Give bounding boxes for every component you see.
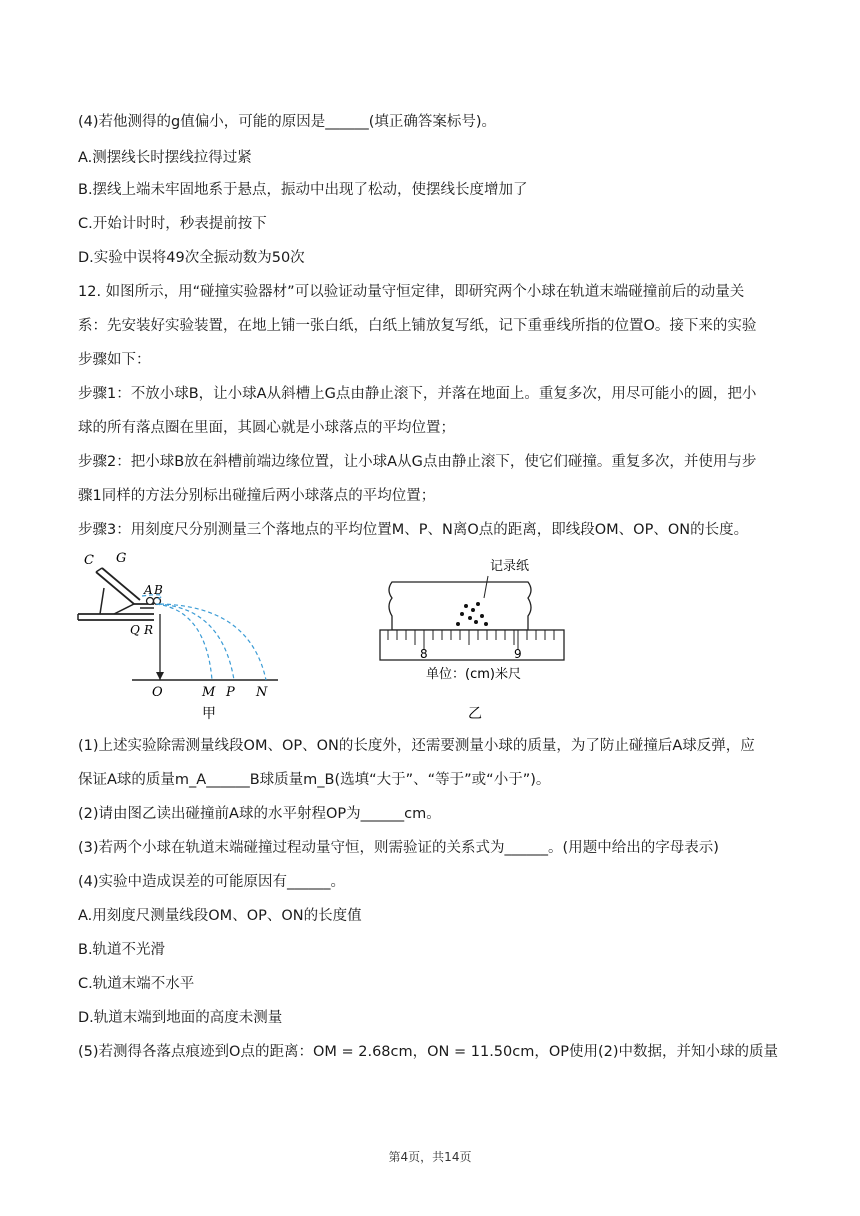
text-line: A.测摆线长时摆线拉得过紧 [78,150,252,166]
text-line: (1)上述实验除需测量线段OM、OP、ON的长度外，还需要测量小球的质量，为了防止碰撞后A球反弹，应 [78,738,755,754]
text-line: D.轨道末端到地面的高度未测量 [78,1010,283,1026]
text-line: 步骤3：用刻度尺分别测量三个落地点的平均位置M、P、N离O点的距离，即线段OM、OP、ON的长度。 [78,522,749,538]
text-line: (4)实验中造成误差的可能原因有______。 [78,874,346,890]
ruler-tick-8: 8 [420,647,428,661]
label-o: O [152,685,163,700]
figure-yi [378,550,568,726]
text-line: 12. 如图所示，用“碰撞实验器材”可以验证动量守恒定律，即研究两个小球在轨道末端碰撞前后的动量关 [78,284,745,300]
figure-jia [74,548,294,724]
text-line: (2)请由图乙读出碰撞前A球的水平射程OP为______cm。 [78,806,441,822]
text-line: 保证A球的质量m_A______B球质量m_B(选填“大于”、“等于”或“小于”)。 [78,772,551,788]
label-g: G [116,551,127,566]
text-line: 步骤1：不放小球B，让小球A从斜槽上G点由静止滚下，并落在地面上。重复多次，用尽可能小的圆，把小 [78,386,757,402]
caption-yi: 乙 [468,706,482,722]
text-line: B.摆线上端未牢固地系于悬点，振动中出现了松动，使摆线长度增加了 [78,182,528,198]
caption-jia: 甲 [202,706,216,722]
text-line: 步骤2：把小球B放在斜槽前端边缘位置，让小球A从G点由静止滚下，使它们碰撞。重复多次，并使用与步 [78,454,757,470]
ball-a [147,598,154,605]
text-line: 骤1同样的方法分别标出碰撞后两小球落点的平均位置； [78,488,436,504]
ruler-tick-9: 9 [514,647,522,661]
label-m: M [202,685,216,700]
label-recording-paper: 记录纸 [490,559,530,574]
label-n: N [256,685,268,700]
text-line: 步骤如下： [78,352,151,368]
text-line: (5)若测得各落点痕迹到O点的距离：OM = 2.68cm，ON = 11.50cm，OP使用(2)中数据，并知小球的质量 [78,1044,779,1060]
text-line: C.轨道末端不水平 [78,976,195,992]
recording-paper [389,582,531,630]
text-line: (3)若两个小球在轨道末端碰撞过程动量守恒，则需验证的关系式为______。(用题中给出的字母表示) [78,840,719,856]
text-line: 系：先安装好实验装置，在地上铺一张白纸，白纸上铺放复写纸，记下重垂线所指的位置O。接下来的实验 [78,318,757,334]
page-footer: 第4页，共14页 [388,1150,472,1164]
text-line: B.轨道不光滑 [78,942,166,958]
text-line: C.开始计时时，秒表提前按下 [78,216,267,232]
text-line: D.实验中误将49次全振动数为50次 [78,250,305,266]
label-q: Q [130,623,140,637]
label-p: P [226,685,235,700]
text-line: A.用刻度尺测量线段OM、OP、ON的长度值 [78,908,362,924]
label-a: A [144,583,153,597]
text-line: 球的所有落点圈在里面，其圆心就是小球落点的平均位置； [78,420,455,436]
label-b: B [154,583,163,597]
text-line: (4)若他测得的g值偏小，可能的原因是______(填正确答案标号)。 [78,114,497,130]
label-r: R [144,623,154,637]
label-c: C [84,553,94,568]
ruler-unit: 单位：(cm)米尺 [426,667,521,682]
